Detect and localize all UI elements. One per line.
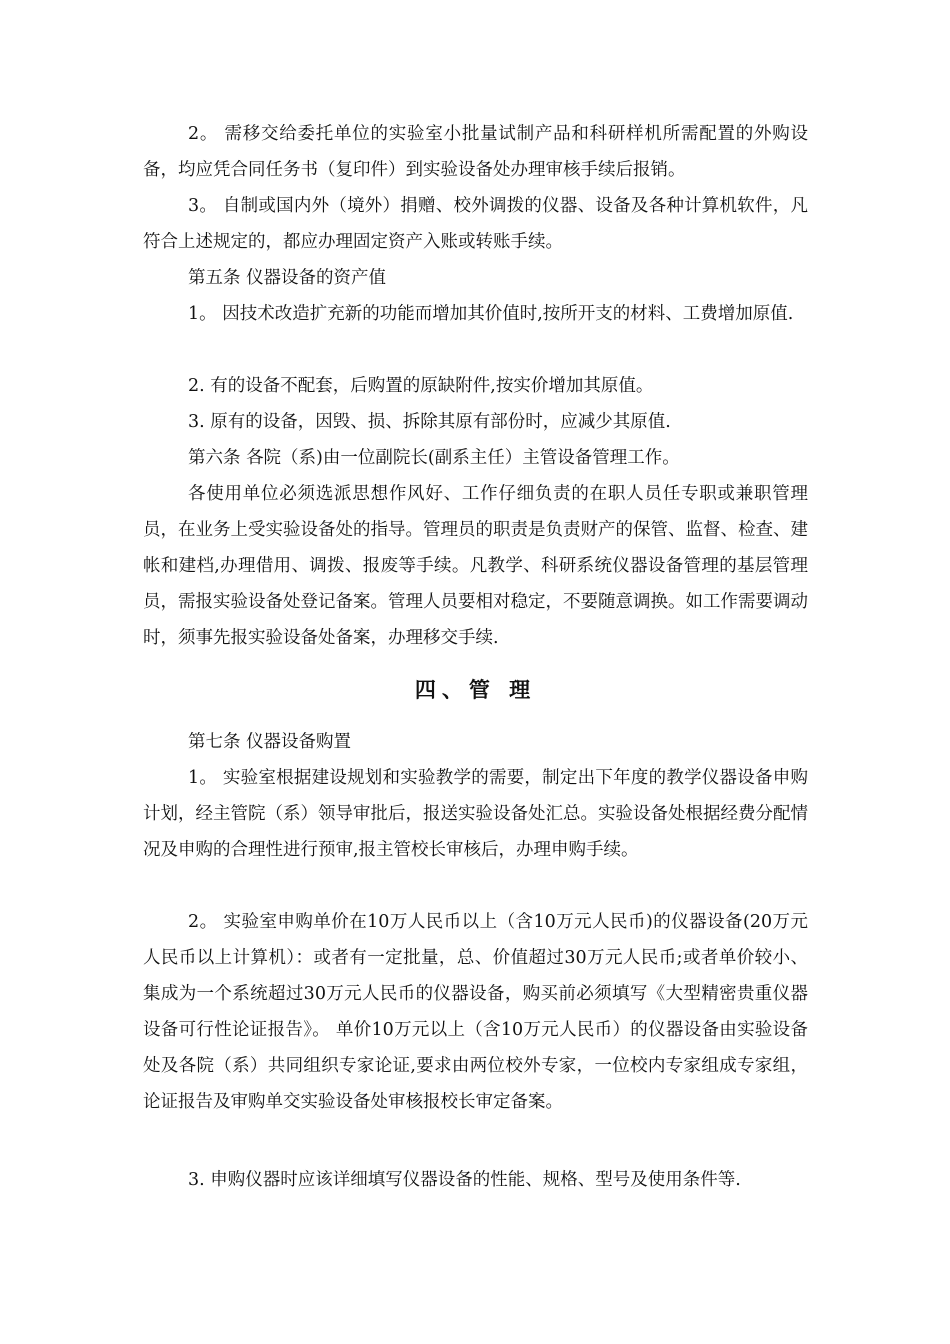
paragraph-item-2: 2。 需移交给委托单位的实验室小批量试制产品和科研样机所需配置的外购设备，均应凭合同任务书（复印件）到实验设备处办理审核手续后报销。: [143, 124, 808, 180]
article-7-title: 第七条 仪器设备购置: [188, 732, 352, 752]
article-7-item-2: 2。 实验室申购单价在10万人民币以上（含10万元人民币)的仪器设备(20万元人民币以上计算机）：或者有一定批量，总、价值超过30万元人民币;或者单价较小、集成为一个系统超过30万元人民币的仪器设备，购买前必须填写《大型精密贵重仪器设备可行性论证报告》。 单价10万元以上（含10万元人民币）的仪器设备由实验设备处及各院（系）共同组织专家论证,要求由两位校外专家，一位校内专家组成专家组，论证报告及审购单交实验设备处审核报校长审定备案。: [143, 912, 808, 1112]
article-5-title: 第五条 仪器设备的资产值: [188, 268, 387, 288]
section-heading: 四、管 理: [414, 677, 537, 702]
article-5-item-2: 2. 有的设备不配套，后购置的原缺附件,按实价增加其原值。: [188, 376, 654, 396]
article-6-body: 各使用单位必须选派思想作风好、工作仔细负责的在职人员任专职或兼职管理员，在业务上受实验设备处的指导。管理员的职责是负责财产的保管、监督、检查、建帐和建档,办理借用、调拨、报废等手续。凡教学、科研系统仪器设备管理的基层管理员，需报实验设备处登记备案。管理人员要相对稳定，不要随意调换。如工作需要调动时，须事先报实验设备处备案，办理移交手续.: [143, 484, 808, 648]
article-5-item-3: 3. 原有的设备，因毁、损、拆除其原有部份时，应减少其原值.: [188, 412, 671, 432]
paragraph-item-3: 3。 自制或国内外（境外）捐赠、校外调拨的仪器、设备及各种计算机软件，凡符合上述规定的，都应办理固定资产入账或转账手续。: [143, 196, 808, 252]
article-5-item-1: 1。 因技术改造扩充新的功能而增加其价值时,按所开支的材料、工费增加原值.: [188, 304, 794, 324]
article-7-item-1: 1。 实验室根据建设规划和实验教学的需要，制定出下年度的教学仪器设备申购计划，经主管院（系）领导审批后，报送实验设备处汇总。实验设备处根据经费分配情况及申购的合理性进行预审,报主管校长审核后，办理申购手续。: [143, 768, 808, 860]
article-6-title: 第六条 各院（系)由一位副院长(副系主任）主管设备管理工作。: [188, 448, 680, 468]
article-7-item-3: 3. 申购仪器时应该详细填写仪器设备的性能、规格、型号及使用条件等.: [188, 1170, 741, 1190]
